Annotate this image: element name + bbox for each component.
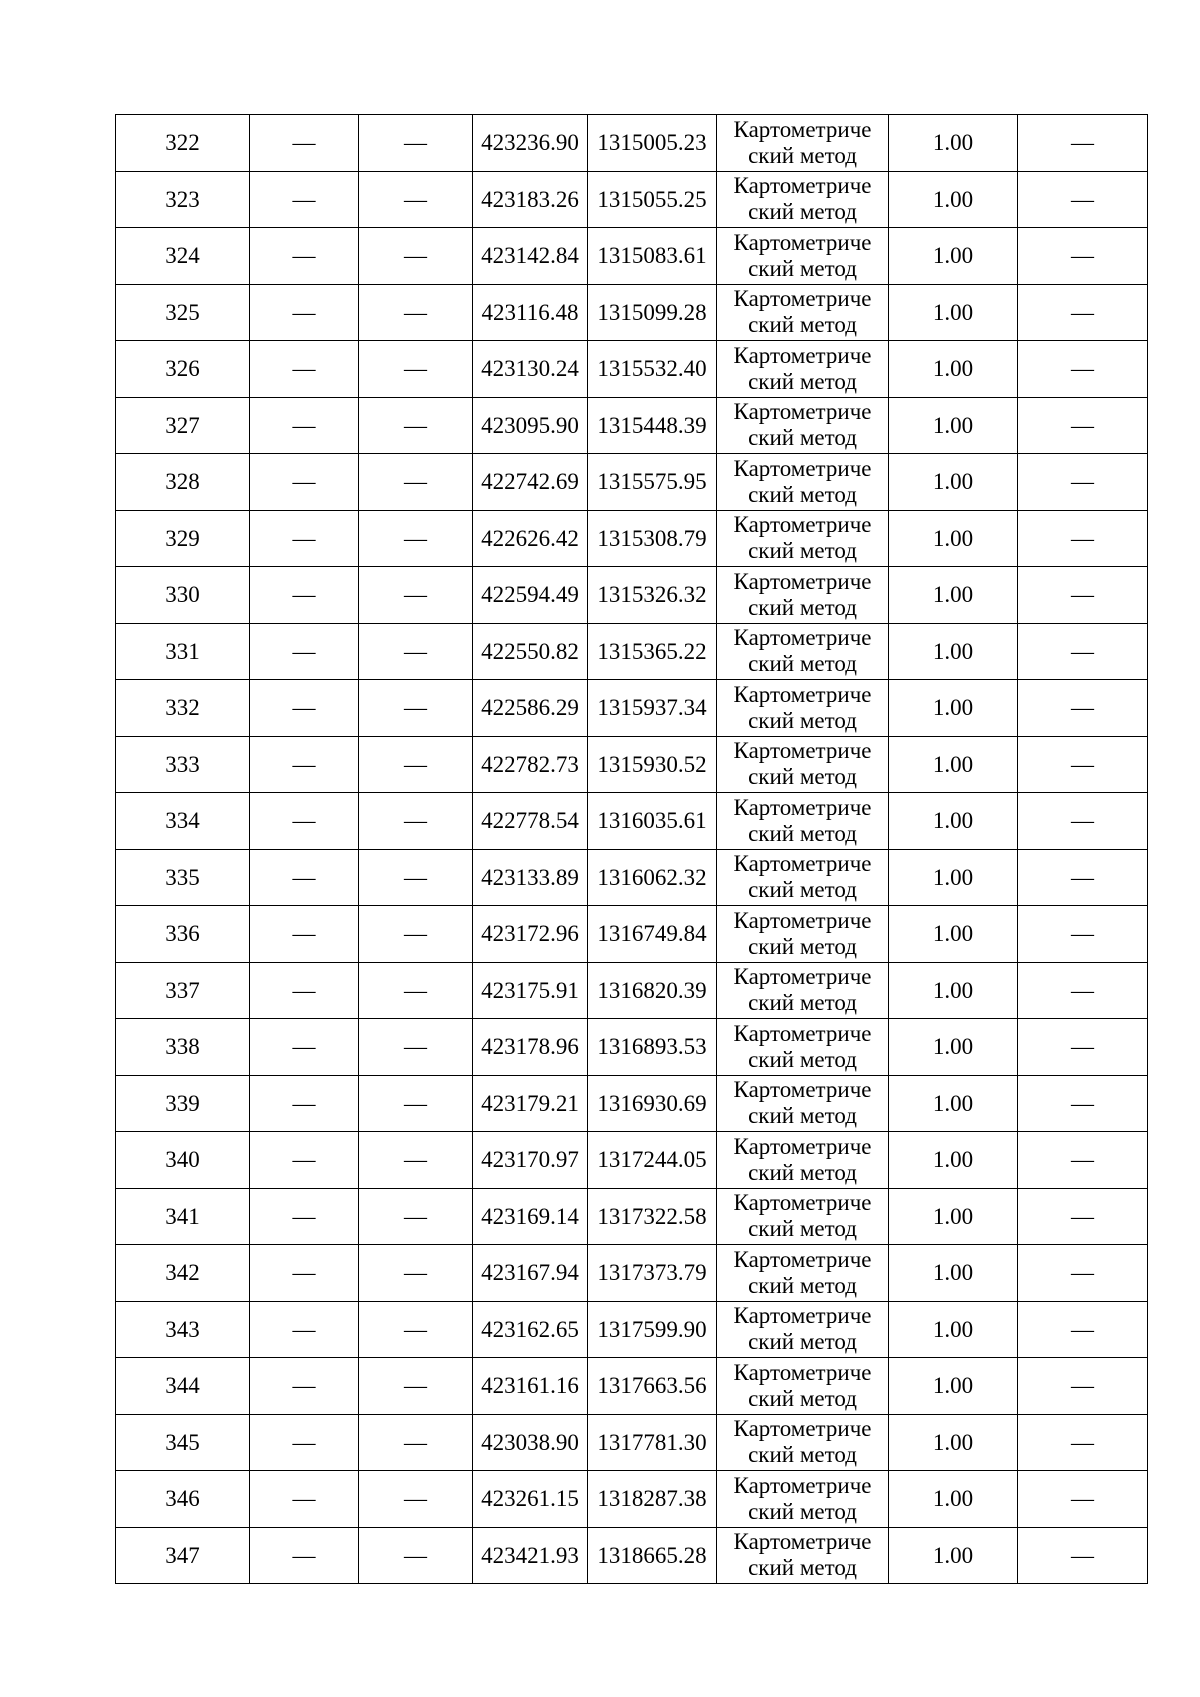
method-text-line1: Картометриче [733,1077,872,1103]
y-coordinate-cell: 1316062.32 [588,849,717,906]
point-number-cell: 331 [116,623,250,680]
table-row [116,1301,1148,1358]
method-text-line2: ский метод [748,1272,857,1298]
x-coordinate-cell: 423172.96 [473,906,588,963]
x-coordinate-cell: 423116.48 [473,284,588,341]
method-text-line2: ский метод [748,1329,857,1355]
point-number-cell: 347 [116,1527,250,1584]
empty-value-cell: — [250,906,359,963]
y-coordinate-cell: 1315083.61 [588,228,717,285]
empty-value-cell: — [250,567,359,624]
method-text-line1: Картометриче [733,625,872,651]
empty-value-cell: — [1018,906,1148,963]
accuracy-cell: 1.00 [889,962,1018,1019]
method-text-line1: Картометриче [733,455,872,481]
method-text-line2: ский метод [748,1442,857,1468]
method-text-line1: Картометриче [733,512,872,538]
y-coordinate-cell: 1316749.84 [588,906,717,963]
method-cell [717,1358,889,1415]
table-row [116,1019,1148,1076]
x-coordinate-cell: 423236.90 [473,115,588,172]
empty-value-cell: — [1018,284,1148,341]
y-coordinate-cell: 1317663.56 [588,1358,717,1415]
point-number-cell: 344 [116,1358,250,1415]
empty-value-cell: — [1018,680,1148,737]
point-number-cell: 346 [116,1471,250,1528]
method-text-line1: Картометриче [733,738,872,764]
y-coordinate-cell: 1315930.52 [588,736,717,793]
empty-value-cell: — [359,510,473,567]
method-cell [717,1075,889,1132]
empty-value-cell: — [1018,510,1148,567]
table-row [116,1414,1148,1471]
empty-value-cell: — [359,171,473,228]
method-cell [717,962,889,1019]
method-text-line2: ский метод [748,933,857,959]
method-cell [717,454,889,511]
point-number-cell: 323 [116,171,250,228]
point-number-cell: 340 [116,1132,250,1189]
method-text-line1: Картометриче [733,342,872,368]
x-coordinate-cell: 422742.69 [473,454,588,511]
y-coordinate-cell: 1315326.32 [588,567,717,624]
method-cell [717,736,889,793]
method-text-line2: ский метод [748,1103,857,1129]
y-coordinate-cell: 1315937.34 [588,680,717,737]
accuracy-cell: 1.00 [889,171,1018,228]
method-cell [717,171,889,228]
method-text-line2: ский метод [748,651,857,677]
method-cell [717,567,889,624]
empty-value-cell: — [250,1358,359,1415]
accuracy-cell: 1.00 [889,623,1018,680]
empty-value-cell: — [1018,1019,1148,1076]
empty-value-cell: — [250,623,359,680]
empty-value-cell: — [250,171,359,228]
method-text-line1: Картометриче [733,964,872,990]
point-number-cell: 330 [116,567,250,624]
y-coordinate-cell: 1316035.61 [588,793,717,850]
accuracy-cell: 1.00 [889,793,1018,850]
accuracy-cell: 1.00 [889,1188,1018,1245]
table-row [116,1132,1148,1189]
accuracy-cell: 1.00 [889,510,1018,567]
y-coordinate-cell: 1318665.28 [588,1527,717,1584]
point-number-cell: 334 [116,793,250,850]
method-text-line2: ский метод [748,538,857,564]
empty-value-cell: — [250,284,359,341]
accuracy-cell: 1.00 [889,906,1018,963]
method-text-line2: ский метод [748,255,857,281]
method-text-line2: ский метод [748,1216,857,1242]
y-coordinate-cell: 1318287.38 [588,1471,717,1528]
empty-value-cell: — [359,567,473,624]
table-body [116,115,1148,1584]
empty-value-cell: — [250,1527,359,1584]
method-text-line1: Картометриче [733,1359,872,1385]
point-number-cell: 327 [116,397,250,454]
x-coordinate-cell: 422782.73 [473,736,588,793]
method-cell [717,1471,889,1528]
method-text-line1: Картометриче [733,907,872,933]
x-coordinate-cell: 423183.26 [473,171,588,228]
accuracy-cell: 1.00 [889,1414,1018,1471]
empty-value-cell: — [1018,793,1148,850]
point-number-cell: 335 [116,849,250,906]
y-coordinate-cell: 1316820.39 [588,962,717,1019]
accuracy-cell: 1.00 [889,228,1018,285]
table-row [116,1471,1148,1528]
method-cell [717,906,889,963]
method-cell [717,1301,889,1358]
x-coordinate-cell: 423175.91 [473,962,588,1019]
empty-value-cell: — [250,1132,359,1189]
accuracy-cell: 1.00 [889,454,1018,511]
y-coordinate-cell: 1315005.23 [588,115,717,172]
point-number-cell: 345 [116,1414,250,1471]
empty-value-cell: — [1018,115,1148,172]
point-number-cell: 341 [116,1188,250,1245]
empty-value-cell: — [250,1019,359,1076]
method-text-line1: Картометриче [733,681,872,707]
accuracy-cell: 1.00 [889,1358,1018,1415]
method-text-line1: Картометриче [733,794,872,820]
empty-value-cell: — [359,1527,473,1584]
method-text-line2: ский метод [748,199,857,225]
table-row [116,906,1148,963]
point-number-cell: 339 [116,1075,250,1132]
accuracy-cell: 1.00 [889,680,1018,737]
method-text-line2: ский метод [748,368,857,394]
empty-value-cell: — [359,115,473,172]
x-coordinate-cell: 423178.96 [473,1019,588,1076]
method-text-line2: ский метод [748,707,857,733]
empty-value-cell: — [359,736,473,793]
empty-value-cell: — [359,906,473,963]
method-text-line2: ский метод [748,1046,857,1072]
table-row [116,567,1148,624]
method-text-line1: Картометриче [733,399,872,425]
method-text-line1: Картометриче [733,851,872,877]
empty-value-cell: — [359,1019,473,1076]
empty-value-cell: — [250,1245,359,1302]
table-row [116,454,1148,511]
empty-value-cell: — [359,1414,473,1471]
accuracy-cell: 1.00 [889,849,1018,906]
accuracy-cell: 1.00 [889,397,1018,454]
method-cell [717,1527,889,1584]
point-number-cell: 326 [116,341,250,398]
method-text-line2: ский метод [748,481,857,507]
method-text-line2: ский метод [748,764,857,790]
table-row [116,171,1148,228]
method-cell [717,680,889,737]
empty-value-cell: — [1018,454,1148,511]
empty-value-cell: — [250,680,359,737]
method-text-line2: ский метод [748,1159,857,1185]
empty-value-cell: — [359,1245,473,1302]
table-row [116,1188,1148,1245]
point-number-cell: 328 [116,454,250,511]
point-number-cell: 329 [116,510,250,567]
point-number-cell: 336 [116,906,250,963]
empty-value-cell: — [250,115,359,172]
empty-value-cell: — [1018,1471,1148,1528]
empty-value-cell: — [359,1132,473,1189]
accuracy-cell: 1.00 [889,1245,1018,1302]
method-cell [717,115,889,172]
method-text-line1: Картометриче [733,173,872,199]
x-coordinate-cell: 422626.42 [473,510,588,567]
x-coordinate-cell: 422550.82 [473,623,588,680]
x-coordinate-cell: 422778.54 [473,793,588,850]
empty-value-cell: — [1018,1301,1148,1358]
method-text-line1: Картометриче [733,1190,872,1216]
method-cell [717,510,889,567]
method-cell [717,397,889,454]
empty-value-cell: — [359,228,473,285]
empty-value-cell: — [359,849,473,906]
table-row [116,1075,1148,1132]
empty-value-cell: — [359,623,473,680]
y-coordinate-cell: 1315365.22 [588,623,717,680]
empty-value-cell: — [1018,849,1148,906]
empty-value-cell: — [250,849,359,906]
point-number-cell: 322 [116,115,250,172]
x-coordinate-cell: 423130.24 [473,341,588,398]
empty-value-cell: — [1018,567,1148,624]
empty-value-cell: — [250,510,359,567]
empty-value-cell: — [359,1075,473,1132]
method-text-line2: ский метод [748,594,857,620]
method-cell [717,1019,889,1076]
y-coordinate-cell: 1315532.40 [588,341,717,398]
empty-value-cell: — [1018,1132,1148,1189]
empty-value-cell: — [1018,1075,1148,1132]
table-row [116,849,1148,906]
table-row [116,397,1148,454]
empty-value-cell: — [250,341,359,398]
x-coordinate-cell: 423421.93 [473,1527,588,1584]
accuracy-cell: 1.00 [889,736,1018,793]
empty-value-cell: — [359,962,473,1019]
accuracy-cell: 1.00 [889,115,1018,172]
method-text-line1: Картометриче [733,1020,872,1046]
x-coordinate-cell: 423170.97 [473,1132,588,1189]
y-coordinate-cell: 1317599.90 [588,1301,717,1358]
empty-value-cell: — [359,793,473,850]
x-coordinate-cell: 422586.29 [473,680,588,737]
method-text-line2: ский метод [748,1555,857,1581]
method-text-line2: ский метод [748,142,857,168]
table-row [116,736,1148,793]
x-coordinate-cell: 423142.84 [473,228,588,285]
method-cell [717,793,889,850]
empty-value-cell: — [1018,736,1148,793]
method-cell [717,623,889,680]
y-coordinate-cell: 1315575.95 [588,454,717,511]
table-row [116,793,1148,850]
y-coordinate-cell: 1317244.05 [588,1132,717,1189]
empty-value-cell: — [359,341,473,398]
y-coordinate-cell: 1317781.30 [588,1414,717,1471]
accuracy-cell: 1.00 [889,341,1018,398]
y-coordinate-cell: 1316930.69 [588,1075,717,1132]
y-coordinate-cell: 1315308.79 [588,510,717,567]
empty-value-cell: — [359,284,473,341]
table-row [116,623,1148,680]
accuracy-cell: 1.00 [889,1471,1018,1528]
method-text-line2: ский метод [748,312,857,338]
accuracy-cell: 1.00 [889,1527,1018,1584]
empty-value-cell: — [1018,962,1148,1019]
table-row [116,115,1148,172]
empty-value-cell: — [359,454,473,511]
method-text-line2: ский метод [748,1385,857,1411]
empty-value-cell: — [1018,228,1148,285]
method-cell [717,849,889,906]
point-number-cell: 324 [116,228,250,285]
empty-value-cell: — [1018,1188,1148,1245]
empty-value-cell: — [1018,341,1148,398]
accuracy-cell: 1.00 [889,1075,1018,1132]
method-text-line2: ский метод [748,877,857,903]
method-text-line2: ский метод [748,820,857,846]
coordinates-table [115,114,1148,1584]
empty-value-cell: — [250,1075,359,1132]
method-text-line1: Картометриче [733,1472,872,1498]
empty-value-cell: — [250,1471,359,1528]
method-cell [717,1188,889,1245]
empty-value-cell: — [1018,1527,1148,1584]
x-coordinate-cell: 423179.21 [473,1075,588,1132]
accuracy-cell: 1.00 [889,567,1018,624]
empty-value-cell: — [250,454,359,511]
empty-value-cell: — [359,1471,473,1528]
accuracy-cell: 1.00 [889,284,1018,341]
x-coordinate-cell: 423261.15 [473,1471,588,1528]
empty-value-cell: — [1018,1414,1148,1471]
method-text-line1: Картометриче [733,1303,872,1329]
method-text-line1: Картометриче [733,1246,872,1272]
accuracy-cell: 1.00 [889,1132,1018,1189]
y-coordinate-cell: 1315055.25 [588,171,717,228]
empty-value-cell: — [250,1301,359,1358]
table-row [116,510,1148,567]
x-coordinate-cell: 423167.94 [473,1245,588,1302]
point-number-cell: 325 [116,284,250,341]
method-cell [717,341,889,398]
point-number-cell: 332 [116,680,250,737]
x-coordinate-cell: 423162.65 [473,1301,588,1358]
empty-value-cell: — [1018,1245,1148,1302]
y-coordinate-cell: 1315448.39 [588,397,717,454]
table-row [116,680,1148,737]
x-coordinate-cell: 423038.90 [473,1414,588,1471]
y-coordinate-cell: 1315099.28 [588,284,717,341]
empty-value-cell: — [359,1188,473,1245]
point-number-cell: 338 [116,1019,250,1076]
empty-value-cell: — [250,1414,359,1471]
empty-value-cell: — [250,228,359,285]
method-text-line1: Картометриче [733,568,872,594]
point-number-cell: 337 [116,962,250,1019]
table-row [116,341,1148,398]
table-row [116,1358,1148,1415]
method-text-line2: ский метод [748,990,857,1016]
method-text-line1: Картометриче [733,1133,872,1159]
y-coordinate-cell: 1316893.53 [588,1019,717,1076]
empty-value-cell: — [250,397,359,454]
empty-value-cell: — [359,1358,473,1415]
y-coordinate-cell: 1317322.58 [588,1188,717,1245]
table-row [116,1527,1148,1584]
method-text-line2: ский метод [748,425,857,451]
method-text-line2: ский метод [748,1498,857,1524]
method-cell [717,228,889,285]
table-row [116,284,1148,341]
method-text-line1: Картометриче [733,286,872,312]
x-coordinate-cell: 423169.14 [473,1188,588,1245]
empty-value-cell: — [250,1188,359,1245]
empty-value-cell: — [1018,397,1148,454]
point-number-cell: 333 [116,736,250,793]
empty-value-cell: — [359,397,473,454]
accuracy-cell: 1.00 [889,1019,1018,1076]
empty-value-cell: — [250,962,359,1019]
x-coordinate-cell: 423095.90 [473,397,588,454]
point-number-cell: 342 [116,1245,250,1302]
empty-value-cell: — [359,1301,473,1358]
method-text-line1: Картометриче [733,1416,872,1442]
accuracy-cell: 1.00 [889,1301,1018,1358]
x-coordinate-cell: 423133.89 [473,849,588,906]
empty-value-cell: — [250,736,359,793]
table-row [116,228,1148,285]
empty-value-cell: — [1018,623,1148,680]
x-coordinate-cell: 422594.49 [473,567,588,624]
method-text-line1: Картометриче [733,116,872,142]
y-coordinate-cell: 1317373.79 [588,1245,717,1302]
empty-value-cell: — [1018,1358,1148,1415]
empty-value-cell: — [359,680,473,737]
method-cell [717,1245,889,1302]
method-cell [717,1132,889,1189]
table-row [116,1245,1148,1302]
empty-value-cell: — [250,793,359,850]
method-text-line1: Картометриче [733,229,872,255]
method-text-line1: Картометриче [733,1529,872,1555]
method-cell [717,1414,889,1471]
x-coordinate-cell: 423161.16 [473,1358,588,1415]
empty-value-cell: — [1018,171,1148,228]
method-cell [717,284,889,341]
table-row [116,962,1148,1019]
point-number-cell: 343 [116,1301,250,1358]
